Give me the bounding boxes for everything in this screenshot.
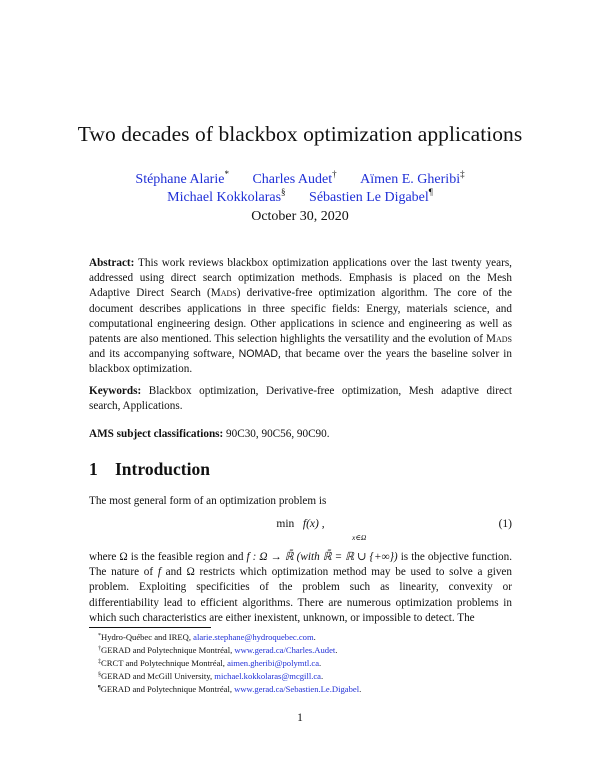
author-gheribi[interactable]: Aïmen E. Gheribi‡ (360, 169, 465, 187)
equation-body: min f(x) , (276, 518, 325, 530)
footnote-gheribi: ‡CRCT and Polytechnique Montréal, aimen.gheribi@polymtl.ca. (98, 658, 322, 668)
footnote-audet: †GERAD and Polytechnique Montréal, www.gerad.ca/Charles.Audet. (98, 645, 338, 655)
body-paragraph: where Ω is the feasible region and f : Ω → ℝ̄ (with ℝ̄ = ℝ ∪ {+∞}) is the objective function. The nature of f and Ω restricts which optimization method may be used to solve a given problem. Exploiting specificities of the problem such as linearity, convexity or differentiability lead to efficient algorithms. There are numerous optimization problems in which such characteristics are either inexistent, unknown, or impossible to detect. The (89, 551, 513, 624)
footnote-alarie: *Hydro-Québec and IREQ, alarie.stephane@hydroquebec.com. (98, 632, 316, 642)
footnote-divider (89, 627, 211, 628)
author-line-2 (0, 183, 600, 207)
ams-label: AMS subject classifications: (89, 428, 224, 440)
equation-subscript: x∈Ω (352, 533, 367, 542)
equation-1 (89, 516, 512, 546)
section-heading (89, 459, 210, 480)
objective-math: f : Ω → ℝ̄ (with ℝ̄ = ℝ ∪ {+∞}) (246, 551, 398, 563)
keywords: Keywords: Blackbox optimization, Derivative-free optimization, Mesh adaptive direct search, Applications. (89, 385, 512, 413)
ams-classifications: AMS subject classifications: 90C30, 90C56, 90C90. (89, 428, 330, 440)
nomad-name: NOMAD (238, 348, 279, 361)
abstract: Abstract: This work reviews blackbox optimization applications over the last twenty years, addressed using direct search optimization methods. Emphasis is placed on the Mesh Adaptive Direct Search (Mads) derivative-free optimization algorithm. The core of the document describes applications in three specific fields: Energy, materials science, and computational engineering design. Other applications in science and engineering as well as patents are also mentioned. This selection highlights the versatility and the evolution of Mads and its accompanying software, NOMAD, that became over the years the baseline solver in blackbox optimization. (89, 257, 512, 376)
footnote-le-digabel: ¶GERAD and Polytechnique Montréal, www.gerad.ca/Sebastien.Le.Digabel. (98, 684, 362, 694)
footnote-link[interactable]: michael.kokkolaras@mcgill.ca (214, 671, 322, 681)
abstract-label: Abstract: (89, 257, 135, 269)
paper-title: Two decades of blackbox optimization applications (77, 122, 523, 146)
author-alarie[interactable]: Stéphane Alarie* (135, 169, 229, 187)
author-audet[interactable]: Charles Audet† (252, 169, 337, 187)
intro-sentence: The most general form of an optimization problem is (89, 495, 327, 507)
footnote-kokkolaras: §GERAD and McGill University, michael.kokkolaras@mcgill.ca. (98, 671, 324, 681)
equation-number: (1) (498, 518, 512, 530)
footnote-link[interactable]: alarie.stephane@hydroquebec.com (193, 632, 314, 642)
page-number: 1 (297, 712, 303, 724)
keywords-label: Keywords: (89, 385, 142, 397)
author-le-digabel[interactable]: Sébastien Le Digabel¶ (309, 187, 433, 205)
author-kokkolaras[interactable]: Michael Kokkolaras§ (167, 187, 286, 205)
footnote-link[interactable]: aimen.gheribi@polymtl.ca (227, 658, 320, 668)
mads-acronym: Mads (486, 333, 512, 346)
footnote-link[interactable]: www.gerad.ca/Charles.Audet (234, 645, 336, 655)
section-number: 1 (89, 459, 98, 479)
section-title: Introduction (115, 459, 210, 479)
mads-acronym: Mads (210, 287, 237, 300)
footnote-link[interactable]: www.gerad.ca/Sebastien.Le.Digabel (234, 684, 360, 694)
paper-date: October 30, 2020 (251, 209, 349, 224)
